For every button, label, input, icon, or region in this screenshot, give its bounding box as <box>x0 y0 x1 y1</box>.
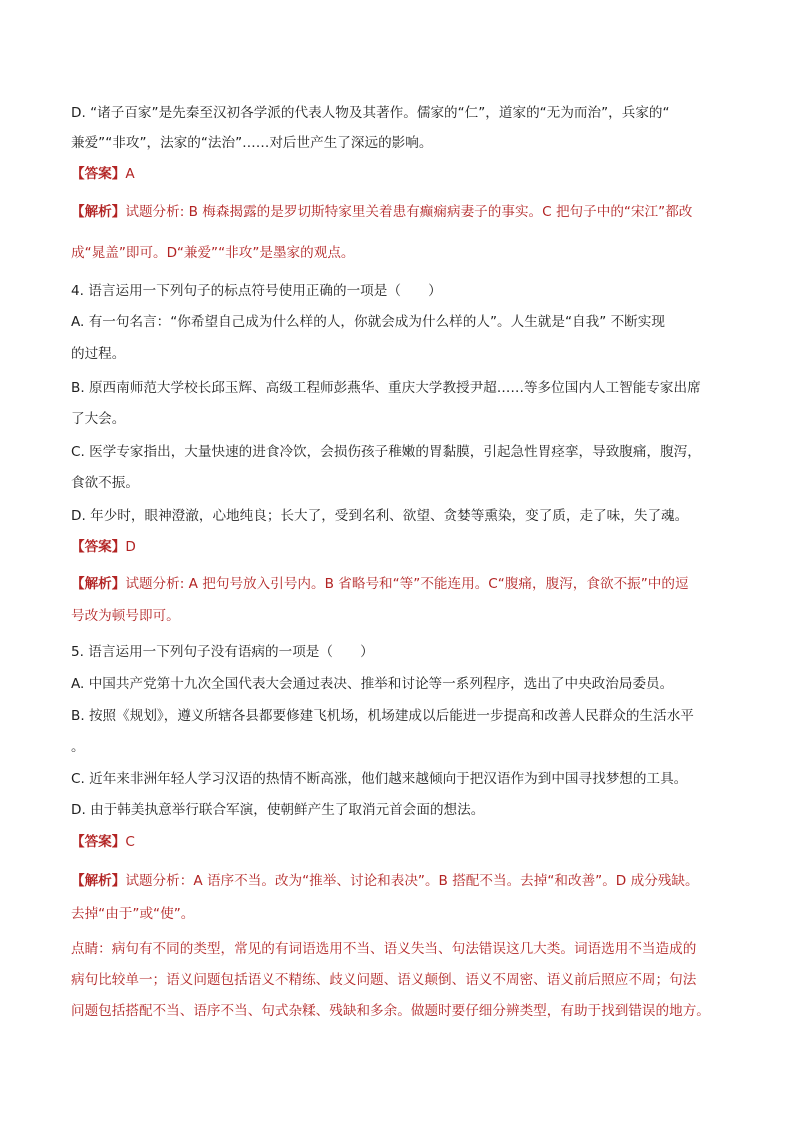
note-line-1: 点睛：病句有不同的类型，常见的有词语选用不当、语义失当、句法错误这几大类。词语选用不当造成的 <box>71 941 697 957</box>
question-4-option-a-1: A. 有一句名言：“你希望自己成为什么样的人，你就会成为什么样的人”。人生就是“自我” 不断实现 <box>71 314 665 330</box>
question-4-option-b-1: B. 原西南师范大学校长邱玉辉、高级工程师彭燕华、重庆大学教授尹超……等多位国内人工智能专家出席 <box>71 380 701 396</box>
note-line-2: 病句比较单一；语义问题包括语义不精练、歧义问题、语义颠倒、语义不周密、语义前后照应不周；句法 <box>71 972 697 988</box>
analysis-4-line-1 <box>71 575 731 593</box>
analysis-text: 试题分析: A 把句号放入引号内。B 省略号和“等”不能连用。C“腹痛，腹泻，食欲不振”中的逗 <box>125 576 689 592</box>
question-5-option-c-1: C. 近年来非洲年轻人学习汉语的热情不断高涨，他们越来越倾向于把汉语作为到中国寻找梦想的工具。 <box>71 771 688 787</box>
answer-tag: 【答案】 <box>71 166 126 182</box>
question-4-stem: 4. 语言运用一下列句子的标点符号使用正确的一项是（ ） <box>71 283 442 299</box>
option-d-line-1: D. “诸子百家”是先秦至汉初各学派的代表人物及其著作。儒家的“仁”，道家的“无为而治”，兵家的“ <box>71 105 670 121</box>
analysis-tag: 【解析】 <box>71 576 126 592</box>
question-4-option-b-2: 了大会。 <box>71 411 126 427</box>
answer-value: D <box>125 539 136 555</box>
analysis-3-line-1 <box>71 203 731 221</box>
analysis-tag: 【解析】 <box>71 204 126 220</box>
question-5-option-b-2: 。 <box>71 739 85 755</box>
analysis-text: 试题分析：A 语序不当。改为“推举、讨论和表决”。B 搭配不当。去掉“和改善”。D 成分残缺。 <box>125 873 699 889</box>
analysis-5-line-2 <box>71 905 731 923</box>
answer-value: C <box>125 834 135 850</box>
question-5-stem: 5. 语言运用一下列句子没有语病的一项是（ ） <box>71 644 374 660</box>
answer-tag: 【答案】 <box>71 539 126 555</box>
analysis-3-line-2 <box>71 244 731 262</box>
question-4-option-a-2: 的过程。 <box>71 346 126 362</box>
option-d-line-2: 兼爱”“非攻”，法家的“法治”……对后世产生了深远的影响。 <box>71 135 433 151</box>
analysis-4-line-2 <box>71 607 731 625</box>
answer-3 <box>71 165 731 183</box>
answer-5 <box>71 833 731 851</box>
question-5-option-d-1: D. 由于韩美执意举行联合军演，使朝鲜产生了取消元首会面的想法。 <box>71 802 485 818</box>
analysis-text: 去掉“由于”或“使”。 <box>71 906 195 922</box>
question-4-option-c-2: 食欲不振。 <box>71 475 139 491</box>
analysis-5-line-1 <box>71 872 731 890</box>
analysis-text: 试题分析: B 梅森揭露的是罗切斯特家里关着患有癫痫病妻子的事实。C 把句子中的“宋江”都改 <box>125 204 693 220</box>
answer-4 <box>71 538 731 556</box>
answer-tag: 【答案】 <box>71 834 126 850</box>
analysis-text: 成“晁盖”即可。D“兼爱”“非攻”是墨家的观点。 <box>71 245 355 261</box>
question-4-option-c-1: C. 医学专家指出，大量快速的进食冷饮，会损伤孩子稚嫩的胃黏膜，引起急性胃痉挛，导致腹痛，腹泻， <box>71 444 701 460</box>
answer-value: A <box>125 166 135 182</box>
question-5-option-b-1: B. 按照《规划》，遵义所辖各县都要修建飞机场，机场建成以后能进一步提高和改善人民群众的生活水平 <box>71 708 694 724</box>
question-5-option-a-1: A. 中国共产党第十九次全国代表大会通过表决、推举和讨论等一系列程序，选出了中央政治局委员。 <box>71 676 674 692</box>
question-4-option-d-1: D. 年少时，眼神澄澈，心地纯良；长大了，受到名利、欲望、贪婪等熏染，变了质，走了味，失了魂。 <box>71 508 689 524</box>
analysis-text: 号改为顿号即可。 <box>71 608 180 624</box>
analysis-tag: 【解析】 <box>71 873 126 889</box>
note-line-3: 问题包括搭配不当、语序不当、句式杂糅、残缺和多余。做题时要仔细分辨类型，有助于找到错误的地方。 <box>71 1003 710 1019</box>
